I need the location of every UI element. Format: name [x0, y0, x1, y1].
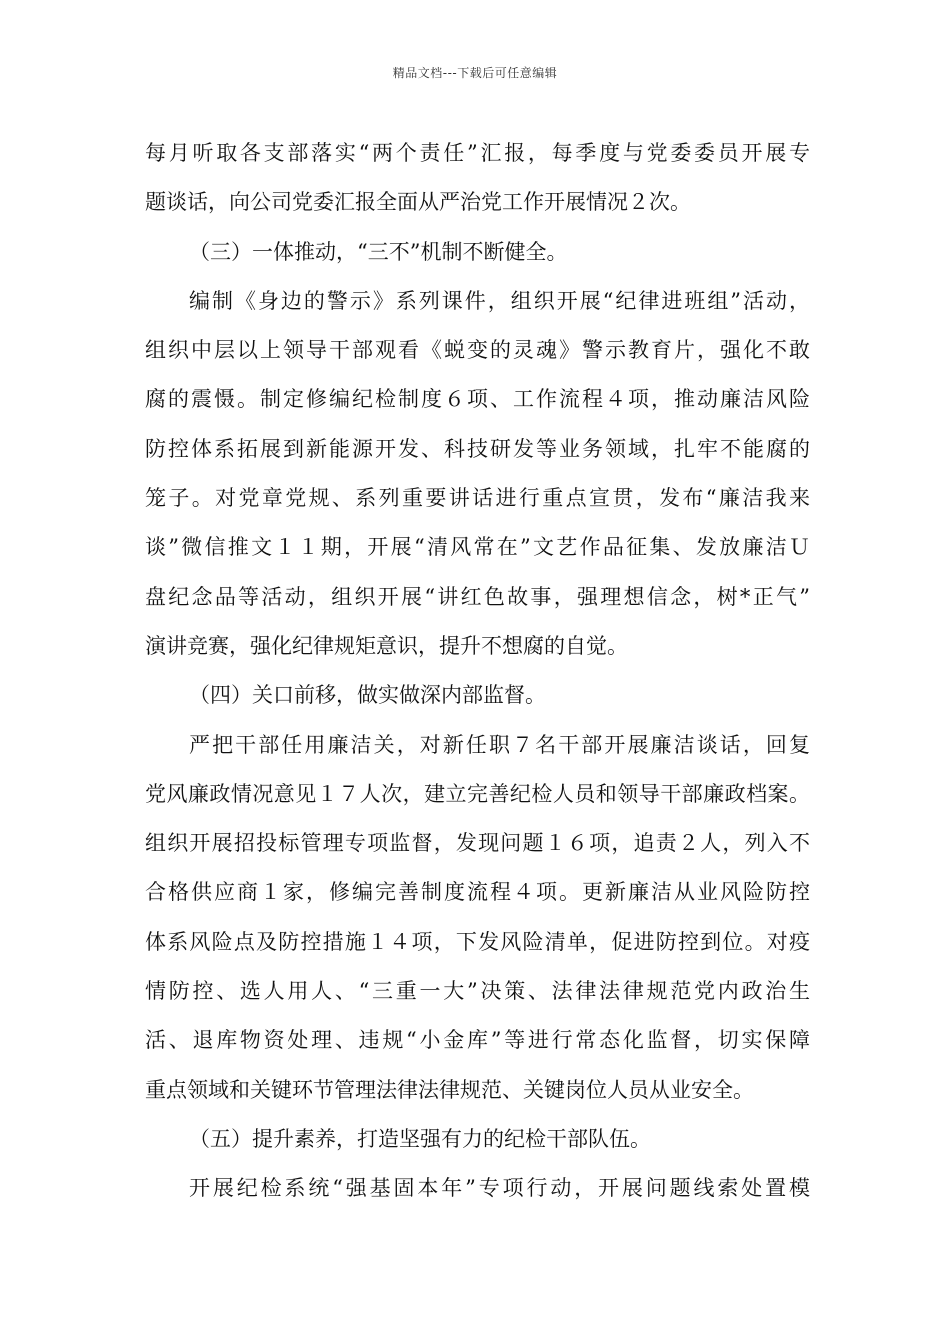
- text-line: 合格供应商１家，修编完善制度流程４项。更新廉洁从业风险防控: [145, 880, 810, 905]
- text-line: 体系风险点及防控措施１４项，下发风险清单，促进防控到位。对疫: [145, 929, 810, 954]
- text-line: （四）关口前移，做实做深内部监督。: [189, 683, 546, 708]
- text-line: 开展纪检系统“强基固本年”专项行动，开展问题线索处置模: [189, 1176, 810, 1201]
- document-body: [145, 129, 810, 1214]
- text-line: 严把干部任用廉洁关，对新任职７名干部开展廉洁谈话，回复: [189, 732, 810, 757]
- text-line: 每月听取各支部落实“两个责任”汇报，每季度与党委委员开展专: [145, 141, 810, 165]
- text-line: 谈”微信推文１１期，开展“清风常在”文艺作品征集、发放廉洁Ｕ: [145, 535, 810, 560]
- text-line: 重点领域和关键环节管理法律法律规范、关键岗位人员从业安全。: [145, 1077, 754, 1102]
- text-line: 活、退库物资处理、违规“小金库”等进行常态化监督，切实保障: [145, 1028, 810, 1053]
- text-line: 情防控、选人用人、“三重一大”决策、法律法律规范党内政治生: [145, 979, 810, 1004]
- page-header: 精品文档---下载后可任意编辑: [392, 66, 558, 80]
- text-line: 题谈话，向公司党委汇报全面从严治党工作开展情况２次。: [145, 190, 691, 215]
- text-line: （三）一体推动，“三不”机制不断健全。: [189, 239, 568, 264]
- text-line: 演讲竞赛，强化纪律规矩意识，提升不想腐的自觉。: [145, 633, 628, 658]
- text-line: 组织中层以上领导干部观看《蜕变的灵魂》警示教育片，强化不敢: [145, 338, 810, 363]
- text-line: 防控体系拓展到新能源开发、科技研发等业务领域，扎牢不能腐的: [145, 436, 810, 461]
- text-line: 党风廉政情况意见１７人次，建立完善纪检人员和领导干部廉政档案。: [145, 781, 810, 806]
- text-line: 组织开展招投标管理专项监督，发现问题１６项，追责２人，列入不: [145, 831, 810, 856]
- text-line: 笼子。对党章党规、系列重要讲话进行重点宣贯，发布“廉洁我来: [145, 486, 810, 511]
- text-line: 编制《身边的警示》系列课件，组织开展“纪律进班组”活动，: [189, 288, 810, 313]
- text-line: 盘纪念品等活动，组织开展“讲红色故事，强理想信念，树*正气”: [145, 584, 810, 609]
- text-line: 腐的震慑。制定修编纪检制度６项、工作流程４项，推动廉洁风险: [145, 387, 810, 412]
- text-line: （五）提升素养，打造坚强有力的纪检干部队伍。: [189, 1126, 651, 1151]
